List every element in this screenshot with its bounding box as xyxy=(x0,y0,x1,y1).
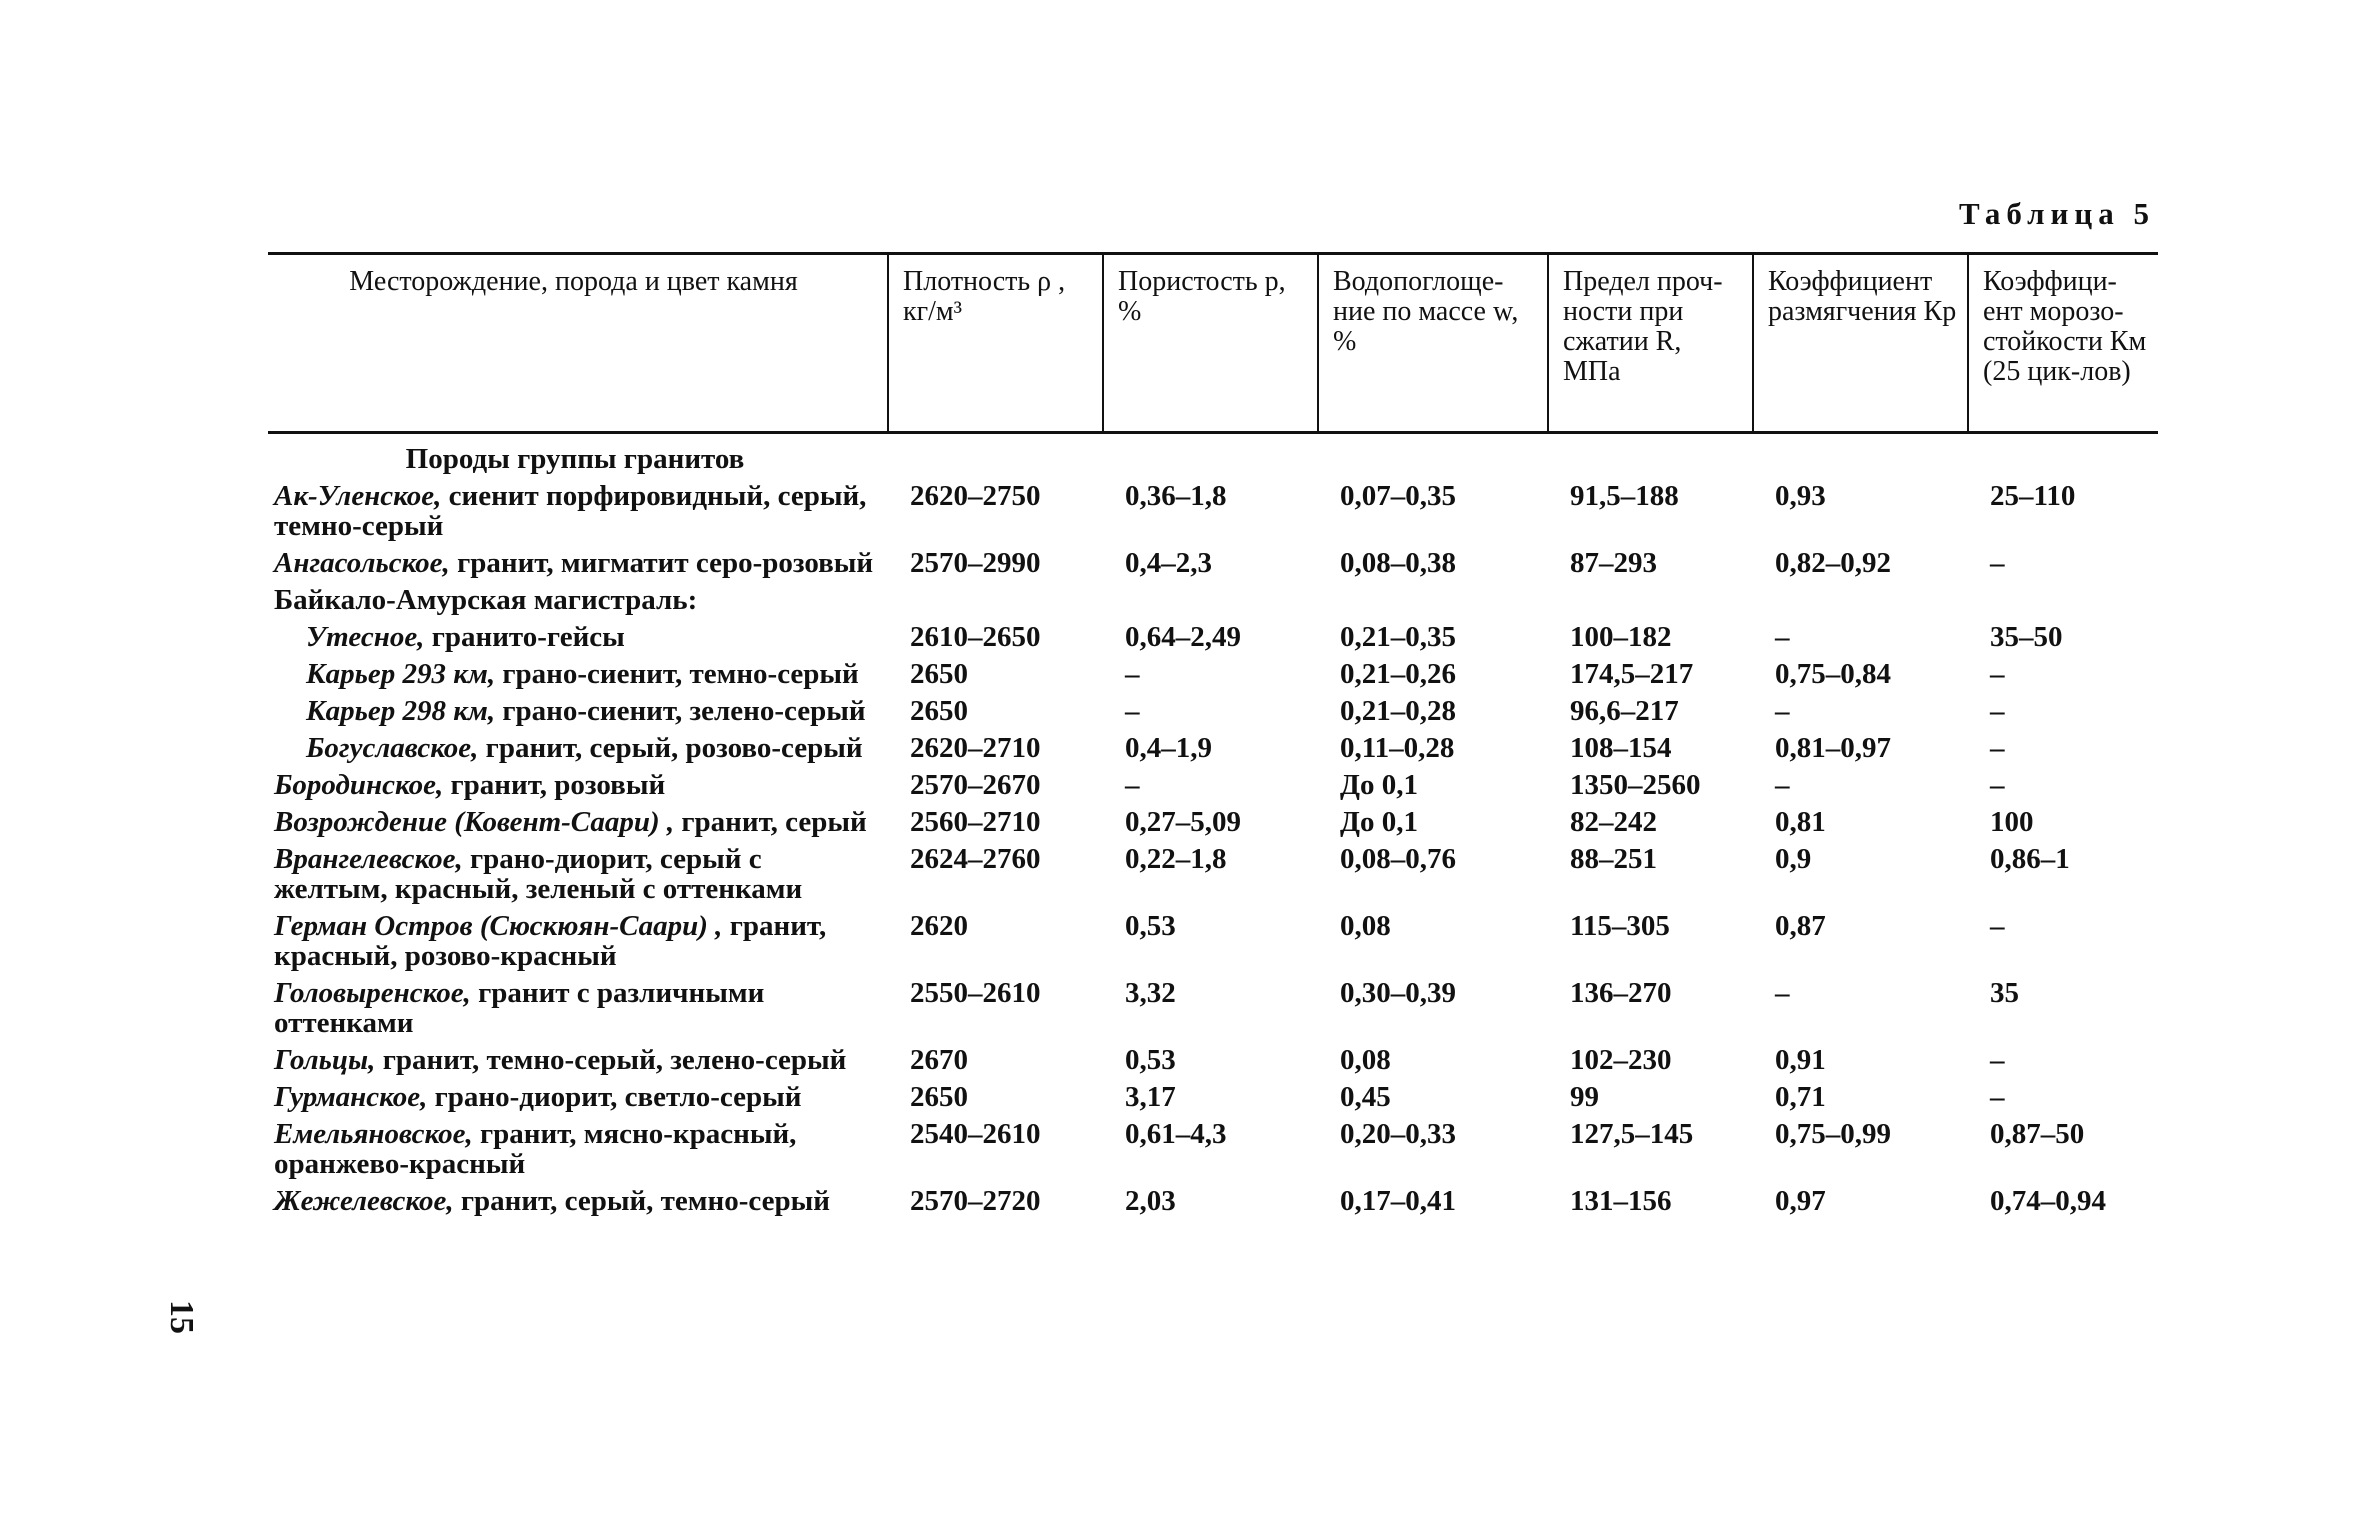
header-porosity: Пористость р, % xyxy=(1103,254,1318,433)
header-water-absorption: Водопоглоще-ние по массе w, % xyxy=(1318,254,1548,433)
frost-cell: 0,74–0,94 xyxy=(1990,1185,2106,1217)
density-cell: 2550–2610 xyxy=(910,977,1041,1009)
table-row xyxy=(268,1079,2158,1116)
table-row xyxy=(268,656,2158,693)
frost-cell: 25–110 xyxy=(1990,480,2076,512)
strength-cell: 91,5–188 xyxy=(1570,480,1679,512)
water-absorption-cell: 0,21–0,28 xyxy=(1340,695,1456,727)
rock-description: гранито-гейсы xyxy=(424,621,625,653)
deposit-cell xyxy=(268,693,888,730)
density-cell: 2624–2760 xyxy=(910,843,1041,875)
porosity-cell: 0,61–4,3 xyxy=(1125,1118,1227,1150)
deposit-name: Утесное, xyxy=(306,621,425,653)
table-row xyxy=(268,693,2158,730)
water-absorption-cell: 0,17–0,41 xyxy=(1340,1185,1456,1217)
softening-cell: 0,75–0,99 xyxy=(1775,1118,1891,1150)
deposit-name: Ангасольское, xyxy=(274,547,450,579)
strength-cell: 131–156 xyxy=(1570,1185,1672,1217)
deposit-name: Ак-Уленское, xyxy=(274,480,442,512)
table-body xyxy=(268,433,2158,1221)
strength-cell: 96,6–217 xyxy=(1570,695,1679,727)
frost-cell: – xyxy=(1990,1044,2005,1076)
deposit-name: Гольцы, xyxy=(274,1044,376,1076)
strength-cell: 115–305 xyxy=(1570,910,1670,942)
table-caption: Таблица 5 xyxy=(1959,196,2155,231)
deposit-name: Карьер 298 км, xyxy=(306,695,496,727)
density-cell: 2650 xyxy=(910,658,968,690)
stone-properties-table xyxy=(268,252,2158,1220)
softening-cell: – xyxy=(1775,769,1790,801)
page-number: 15 xyxy=(163,1300,200,1334)
table-row xyxy=(268,730,2158,767)
strength-cell: 87–293 xyxy=(1570,547,1657,579)
table-row xyxy=(268,1183,2158,1220)
density-cell: 2620 xyxy=(910,910,968,942)
deposit-name: Гурманское, xyxy=(274,1081,428,1113)
density-cell: 2650 xyxy=(910,1081,968,1113)
rock-description: грано-диорит, светло-серый xyxy=(427,1081,802,1113)
rock-description: гранит, серый, темно-серый xyxy=(453,1185,830,1217)
deposit-name: Возрождение (Ковент-Саари) , xyxy=(274,806,675,838)
rock-description: гранит с различными оттенками xyxy=(274,977,765,1039)
strength-cell: 1350–2560 xyxy=(1570,769,1701,801)
deposit-name: Емельяновское, xyxy=(274,1118,473,1150)
strength-cell: 108–154 xyxy=(1570,732,1672,764)
density-cell: 2560–2710 xyxy=(910,806,1041,838)
water-absorption-cell: 0,07–0,35 xyxy=(1340,480,1456,512)
softening-cell: 0,9 xyxy=(1775,843,1812,875)
rock-description: гранит, розовый xyxy=(443,769,666,801)
deposit-cell xyxy=(268,619,888,656)
frost-cell: – xyxy=(1990,732,2005,764)
porosity-cell: 0,53 xyxy=(1125,910,1176,942)
porosity-cell: 0,4–1,9 xyxy=(1125,732,1212,764)
table-row xyxy=(268,841,2158,908)
porosity-cell: 2,03 xyxy=(1125,1185,1176,1217)
density-cell: 2620–2750 xyxy=(910,480,1041,512)
deposit-name: Богуславское, xyxy=(306,732,479,764)
softening-cell: 0,75–0,84 xyxy=(1775,658,1891,690)
water-absorption-cell: 0,08–0,76 xyxy=(1340,843,1456,875)
water-absorption-cell: До 0,1 xyxy=(1340,806,1418,838)
table-row xyxy=(268,767,2158,804)
density-cell: 2570–2720 xyxy=(910,1185,1041,1217)
properties-table-container xyxy=(268,252,2158,1220)
deposit-name: Жежелевское, xyxy=(274,1185,454,1217)
water-absorption-cell: 0,08 xyxy=(1340,910,1391,942)
strength-cell: 100–182 xyxy=(1570,621,1672,653)
water-absorption-cell: 0,45 xyxy=(1340,1081,1391,1113)
softening-cell: – xyxy=(1775,695,1790,727)
density-cell: 2670 xyxy=(910,1044,968,1076)
porosity-cell: 3,17 xyxy=(1125,1081,1176,1113)
softening-cell: 0,71 xyxy=(1775,1081,1826,1113)
rock-description: гранит, красный, розово-красный xyxy=(274,910,827,972)
header-softening-coefficient: Коэффициент размягчения Кр xyxy=(1753,254,1968,433)
deposit-cell xyxy=(268,478,888,545)
water-absorption-cell: 0,08–0,38 xyxy=(1340,547,1456,579)
density-cell: 2650 xyxy=(910,695,968,727)
deposit-cell xyxy=(268,1183,888,1220)
rock-description: гранит, серый xyxy=(674,806,867,838)
porosity-cell: 0,53 xyxy=(1125,1044,1176,1076)
deposit-cell xyxy=(268,730,888,767)
header-deposit: Месторождение, порода и цвет камня xyxy=(268,254,888,433)
water-absorption-cell: 0,21–0,26 xyxy=(1340,658,1456,690)
rock-description: грано-диорит, серый с желтым, красный, зеленый с оттенками xyxy=(274,843,803,905)
rock-description: гранит, темно-серый, зелено-серый xyxy=(375,1044,847,1076)
header-density: Плотность ρ , кг/м³ xyxy=(888,254,1103,433)
table-row xyxy=(268,975,2158,1042)
table-row xyxy=(268,619,2158,656)
deposit-cell xyxy=(268,908,888,975)
table-row xyxy=(268,804,2158,841)
table-row xyxy=(268,1042,2158,1079)
header-frost-resistance: Коэффици-ент морозо-стойкости Км (25 цик-лов) xyxy=(1968,254,2158,433)
header-compressive-strength: Предел проч-ности при сжатии R, МПа xyxy=(1548,254,1753,433)
strength-cell: 99 xyxy=(1570,1081,1599,1113)
softening-cell: 0,91 xyxy=(1775,1044,1826,1076)
rock-description: гранит, мясно-красный, оранжево-красный xyxy=(274,1118,797,1180)
deposit-name: Герман Остров (Сюскюян-Саари) , xyxy=(274,910,723,942)
density-cell: 2570–2990 xyxy=(910,547,1041,579)
deposit-name: Врангелевское, xyxy=(274,843,463,875)
table-row xyxy=(268,545,2158,582)
porosity-cell: 0,64–2,49 xyxy=(1125,621,1241,653)
deposit-cell xyxy=(268,767,888,804)
deposit-name: Карьер 293 км, xyxy=(306,658,496,690)
strength-cell: 127,5–145 xyxy=(1570,1118,1694,1150)
rock-description: грано-сиенит, зелено-серый xyxy=(495,695,866,727)
water-absorption-cell: 0,08 xyxy=(1340,1044,1391,1076)
porosity-cell: – xyxy=(1125,769,1140,801)
frost-cell: – xyxy=(1990,547,2005,579)
frost-cell: 0,86–1 xyxy=(1990,843,2070,875)
density-cell: 2610–2650 xyxy=(910,621,1041,653)
strength-cell: 82–242 xyxy=(1570,806,1657,838)
rock-description: грано-сиенит, темно-серый xyxy=(495,658,859,690)
deposit-cell xyxy=(268,656,888,693)
deposit-cell xyxy=(268,1042,888,1079)
porosity-cell: – xyxy=(1125,695,1140,727)
density-cell: 2570–2670 xyxy=(910,769,1041,801)
deposit-cell xyxy=(268,545,888,582)
softening-cell: – xyxy=(1775,621,1790,653)
porosity-cell: 0,22–1,8 xyxy=(1125,843,1227,875)
deposit-cell xyxy=(268,975,888,1042)
frost-cell: 0,87–50 xyxy=(1990,1118,2085,1150)
porosity-cell: 0,27–5,09 xyxy=(1125,806,1241,838)
deposit-name: Головыренское, xyxy=(274,977,471,1009)
frost-cell: – xyxy=(1990,910,2005,942)
group-title: Породы группы гранитов xyxy=(405,443,745,475)
bam-title: Байкало-Амурская магистраль: xyxy=(274,584,698,616)
softening-cell: 0,81 xyxy=(1775,806,1826,838)
strength-cell: 136–270 xyxy=(1570,977,1672,1009)
density-cell: 2620–2710 xyxy=(910,732,1041,764)
water-absorption-cell: 0,20–0,33 xyxy=(1340,1118,1456,1150)
table-row xyxy=(268,1116,2158,1183)
water-absorption-cell: 0,21–0,35 xyxy=(1340,621,1456,653)
density-cell: 2540–2610 xyxy=(910,1118,1041,1150)
table-row xyxy=(268,908,2158,975)
header-row xyxy=(268,254,2158,433)
deposit-cell xyxy=(268,1079,888,1116)
table-row xyxy=(268,478,2158,545)
softening-cell: 0,93 xyxy=(1775,480,1826,512)
porosity-cell: 3,32 xyxy=(1125,977,1176,1009)
frost-cell: 35 xyxy=(1990,977,2019,1009)
frost-cell: 35–50 xyxy=(1990,621,2063,653)
water-absorption-cell: До 0,1 xyxy=(1340,769,1418,801)
deposit-cell xyxy=(268,1116,888,1183)
softening-cell: 0,81–0,97 xyxy=(1775,732,1891,764)
softening-cell: 0,97 xyxy=(1775,1185,1826,1217)
frost-cell: – xyxy=(1990,769,2005,801)
group-title-row xyxy=(268,433,2158,479)
strength-cell: 102–230 xyxy=(1570,1044,1672,1076)
rock-description: гранит, мигматит серо-розовый xyxy=(449,547,874,579)
water-absorption-cell: 0,30–0,39 xyxy=(1340,977,1456,1009)
softening-cell: 0,87 xyxy=(1775,910,1826,942)
deposit-cell xyxy=(268,841,888,908)
frost-cell: – xyxy=(1990,658,2005,690)
porosity-cell: – xyxy=(1125,658,1140,690)
deposit-cell xyxy=(268,804,888,841)
strength-cell: 88–251 xyxy=(1570,843,1657,875)
softening-cell: 0,82–0,92 xyxy=(1775,547,1891,579)
frost-cell: 100 xyxy=(1990,806,2034,838)
deposit-name: Бородинское, xyxy=(274,769,444,801)
bam-title-row xyxy=(268,582,2158,619)
softening-cell: – xyxy=(1775,977,1790,1009)
frost-cell: – xyxy=(1990,1081,2005,1113)
frost-cell: – xyxy=(1990,695,2005,727)
water-absorption-cell: 0,11–0,28 xyxy=(1340,732,1455,764)
porosity-cell: 0,4–2,3 xyxy=(1125,547,1212,579)
strength-cell: 174,5–217 xyxy=(1570,658,1694,690)
porosity-cell: 0,36–1,8 xyxy=(1125,480,1227,512)
rock-description: гранит, серый, розово-серый xyxy=(478,732,863,764)
rock-description: сиенит порфировидный, серый, темно-серый xyxy=(274,480,867,542)
